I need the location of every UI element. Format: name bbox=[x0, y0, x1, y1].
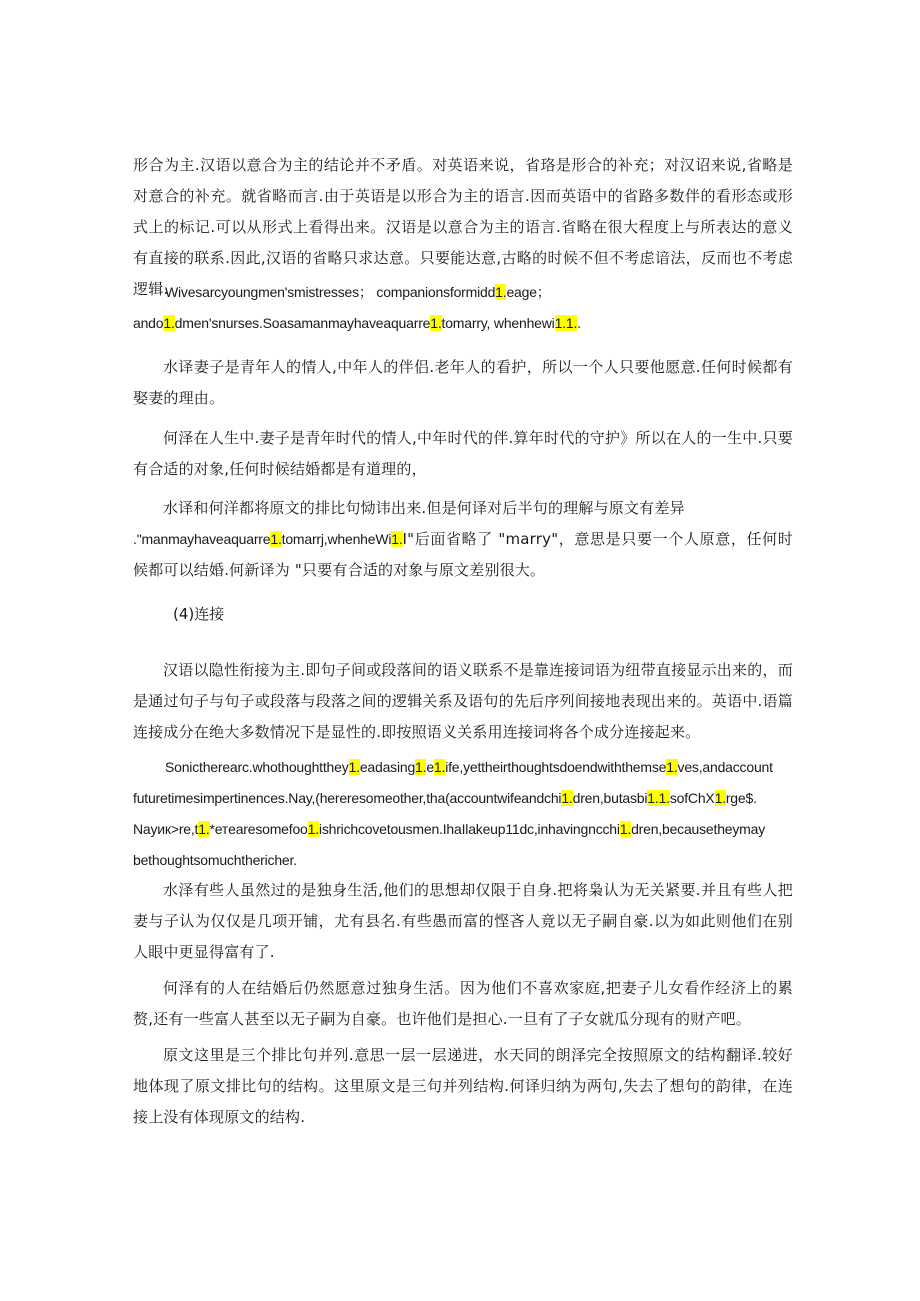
paragraph-he-translation-1: 何泽在人生中.妻子是青年时代的情人,中年时代的伴.算年时代的守护》所以在人的一生中.只要有合适的对象,任何时候结婚都是有道理的， bbox=[133, 429, 793, 478]
english-example-1 bbox=[133, 277, 805, 339]
paragraph-ellipsis-intro: 形合为主.汉语以意合为主的结论并不矛盾。对英语来说，省珞是形合的补充；对汉诏来说,省略是对意合的补充。就省略而言.由于英语是以形合为主的语言.因而英语中的省路多数伴的看形态或形式上的标记.可以从形式上看得出来。汉语是以意合为主的语言.省略在很大程度上与所表达的意义有直接的联系.因此,汉语的省略只求达意。只要能达意,古略的时候不但不考虑谙法，反而也不考虑逻辑. bbox=[133, 156, 793, 298]
highlight-mark: 1. bbox=[348, 759, 360, 775]
highlight-mark: 1. bbox=[433, 759, 446, 775]
english-line: bethoughtsomuchthericher. bbox=[133, 852, 297, 868]
english-line: Sonictherearc.whothoughtthey1.eadasing1.e1.ife,yettheirthoughtsdoendwiththemse1.ves,andaccount bbox=[165, 759, 773, 775]
section-heading: (4)连接 bbox=[173, 605, 225, 623]
english-example-2 bbox=[133, 752, 805, 876]
highlight-mark: 1. bbox=[430, 315, 442, 331]
paragraph-shui-translation-1: 水译妻子是青年人的情人,中年人的伴侣.老年人的看护，所以一个人只要他愿意.任何时候都有娶妻的理由。 bbox=[133, 358, 793, 407]
english-line: ando1.dmen'snurses.Soasamanmayhaveaquarre1.tomarry, whenhewi1.1.. bbox=[133, 315, 581, 331]
highlight-mark: 1. bbox=[198, 821, 210, 837]
english-line: Nayик>re,t1.*етearesomefoo1.ishrichcovetousmen.IhaIlakeup11dc,inhavingncchi1.dren,becausetheymay bbox=[133, 821, 766, 837]
mixed-line: ."manmayhaveaquarre1.tomarrj,whenheWi1.I"后面省略了 "marry"，意思是只要一个人原意，任何时候都可以结婚.何新译为 "只要有合适的对象与原文差别很大。 bbox=[133, 530, 793, 579]
english-line: Wivesarcyoungmen'smistresses； companionsformidd1.eage； bbox=[165, 284, 551, 300]
paragraph-comparison-1: 水译和何洋都将原文的排比句恸讳出来.但是何译对后半句的理解与原文有差异 ."manmayhaveaquarre1.tomarrj,whenheWi1.I"后面省略了 "marry"，意思是只要一个人原意，任何时候都可以结婚.何新译为 "只要有合适的对象与原文差别很大。 bbox=[133, 493, 793, 586]
highlight-mark: 1. bbox=[391, 531, 403, 547]
highlight-mark: 1. bbox=[495, 284, 507, 300]
english-line: futuretimesimpertinences.Nay,(hereresomeother,tha(accountwifeandchi1.dren,butasbi1.1.sofChX1.rge$. bbox=[133, 790, 757, 806]
highlight-mark: 1. bbox=[561, 790, 573, 806]
highlight-mark: 1. bbox=[307, 821, 319, 837]
highlight-mark: 1. bbox=[415, 759, 427, 775]
paragraph-shui-translation-2: 水泽有些人虽然过的是独身生活,他们的思想却仅限于自身.把将枭认为无关紧要.并且有些人把妻与子认为仅仅是几项开铺，尤有县名.有些愚而富的悭吝人竟以无子嗣自豪.以为如此则他们在别人眼中更显得富有了. bbox=[133, 881, 793, 961]
highlight-mark: 1. bbox=[619, 821, 632, 837]
highlight-mark: 1. bbox=[714, 790, 726, 806]
highlight-mark: 1.1. bbox=[647, 790, 670, 806]
paragraph-he-translation-2: 何泽有的人在结婚后仍然愿意过独身生活。因为他们不喜欢家庭,把妻子儿女看作经济上的累赘,还有一些富人甚至以无子嗣为自豪。也许他们是担心.一旦有了子女就瓜分现有的财产吧。 bbox=[133, 979, 793, 1028]
highlight-mark: 1.1. bbox=[554, 315, 578, 331]
highlight-mark: 1. bbox=[163, 315, 175, 331]
highlight-mark: 1. bbox=[666, 759, 678, 775]
highlight-mark: 1. bbox=[270, 531, 282, 547]
paragraph-comparison-2: 原文这里是三个排比句并列.意思一层一层递进，水天同的朗泽完全按照原文的结构翻译.较好地体现了原文排比句的结构。这里原文是三句并列结构.何译归纳为两句,失去了想句的韵律，在连接上没有体现原文的结构. bbox=[133, 1046, 793, 1126]
paragraph-connection-intro: 汉语以隐性衔接为主.即句子间或段落间的语义联系不是靠连接词语为纽带直接显示出来的，而是通过句子与句子或段落与段落之间的逻辑关系及语句的先后序列间接地表现出来的。英语中.语篇连接成分在绝大多数情况下是显性的.即按照语义关系用连接词将各个成分连接起来。 bbox=[133, 661, 793, 741]
